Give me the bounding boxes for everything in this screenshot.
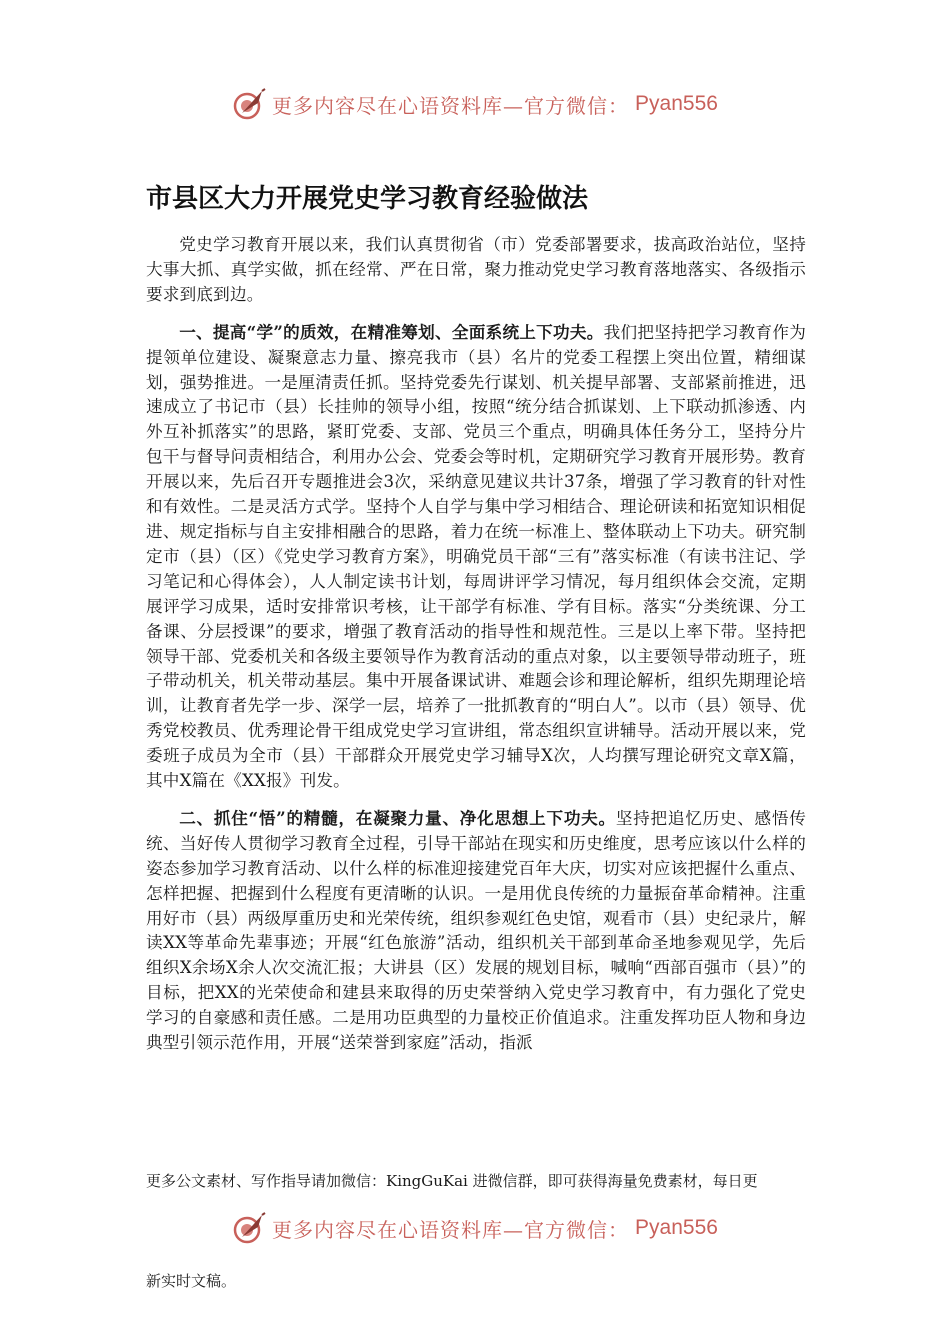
document-body xyxy=(146,232,806,1068)
footer-banner xyxy=(0,1208,950,1248)
banner-text: 更多内容尽在心语资料库—官方微信： xyxy=(272,1217,630,1242)
paragraph-section-1 xyxy=(146,320,806,794)
banner-wechat-id: Pyan556 xyxy=(635,92,718,115)
quill-seal-logo-icon xyxy=(232,1211,266,1245)
footer-promo-tail: 新实时文稿。 xyxy=(146,1272,237,1290)
paragraph-text: 坚持把追忆历史、感悟传统、当好传人贯彻学习教育全过程，引导干部站在现实和历史维度，思考应该以什么样的姿态参加学习教育活动、以什么样的标准迎接建党百年大庆，切实对应该把握什么重点、怎样把握、把握到什么程度有更清晰的认识。一是用优良传统的力量振奋革命精神。注重用好市（县）两级厚重历史和光荣传统，组织参观红色史馆，观看市（县）史纪录片，解读XX等革命先辈事迹；开展“红色旅游”活动，组织机关干部到革命圣地参观见学，先后组织X余场X余人次交流汇报；大讲县（区）发展的规划目标，喊响“西部百强市（县）”的目标，把XX的光荣使命和建县来取得的历史荣誉纳入党史学习教育中，有力强化了党史学习的自豪感和责任感。二是用功臣典型的力量校正价值追求。注重发挥功臣人物和身边典型引领示范作用，开展“送荣誉到家庭”活动，指派 xyxy=(146,808,806,1053)
section-heading: 二、抓住“悟”的精髓，在凝聚力量、净化思想上下功夫。 xyxy=(179,807,616,828)
quill-seal-logo-icon xyxy=(232,87,266,121)
paragraph-intro xyxy=(146,232,806,308)
banner-text: 更多内容尽在心语资料库—官方微信： xyxy=(272,93,630,118)
document-title: 市县区大力开展党史学习教育经验做法 xyxy=(146,184,589,214)
footer-promo-text: 更多公文素材、写作指导请加微信：KingGuKai 进微信群，即可获得海量免费素材，每日更 xyxy=(146,1172,758,1190)
banner-wechat-id: Pyan556 xyxy=(635,1216,718,1239)
section-heading: 一、提高“学”的质效，在精准筹划、全面系统上下功夫。 xyxy=(179,321,604,342)
paragraph-text: 党史学习教育开展以来，我们认真贯彻省（市）党委部署要求，拔高政治站位，坚持大事大抓、真学实做，抓在经常、严在日常，聚力推动党史学习教育落地落实、各级指示要求到底到边。 xyxy=(146,235,806,304)
paragraph-section-2 xyxy=(146,806,806,1056)
header-banner xyxy=(0,84,950,124)
paragraph-text: 我们把坚持把学习教育作为提领单位建设、凝聚意志力量、擦亮我市（县）名片的党委工程摆上突出位置，精细谋划，强势推进。一是厘清责任抓。坚持党委先行谋划、机关提早部署、支部紧前推进，迅速成立了书记市（县）长挂帅的领导小组，按照“统分结合抓谋划、上下联动抓渗透、内外互补抓落实”的思路，紧盯党委、支部、党员三个重点，明确具体任务分工，坚持分片包干与督导问责相结合，利用办公会、党委会等时机，定期研究学习教育开展形势。教育开展以来，先后召开专题推进会3次，采纳意见建议共计37条，增强了学习教育的针对性和有效性。二是灵活方式学。坚持个人自学与集中学习相结合、理论研读和拓宽知识相促进、规定指标与自主安排相融合的思路，着力在统一标准上、整体联动上下功夫。研究制定市（县）（区）《党史学习教育方案》，明确党员干部“三有”落实标准（有读书注记、学习笔记和心得体会），人人制定读书计划，每周讲评学习情况，每月组织体会交流，定期展评学习成果，适时安排常识考核，让干部学有标准、学有目标。落实“分类统课、分工备课、分层授课”的要求，增强了教育活动的指导性和规范性。三是以上率下带。坚持把领导干部、党委机关和各级主要领导作为教育活动的重点对象，以主要领导带动班子，班子带动机关，机关带动基层。集中开展备课试讲、难题会诊和理论解析，组织先期理论培训，让教育者先学一步、深学一层，培养了一批抓教育的“明白人”。以市（县）领导、优秀党校教员、优秀理论骨干组成党史学习宣讲组，常态组织宣讲辅导。活动开展以来，党委班子成员为全市（县）干部群众开展党史学习辅导X次，人均撰写理论研究文章X篇，其中X篇在《XX报》刊发。 xyxy=(146,322,806,791)
